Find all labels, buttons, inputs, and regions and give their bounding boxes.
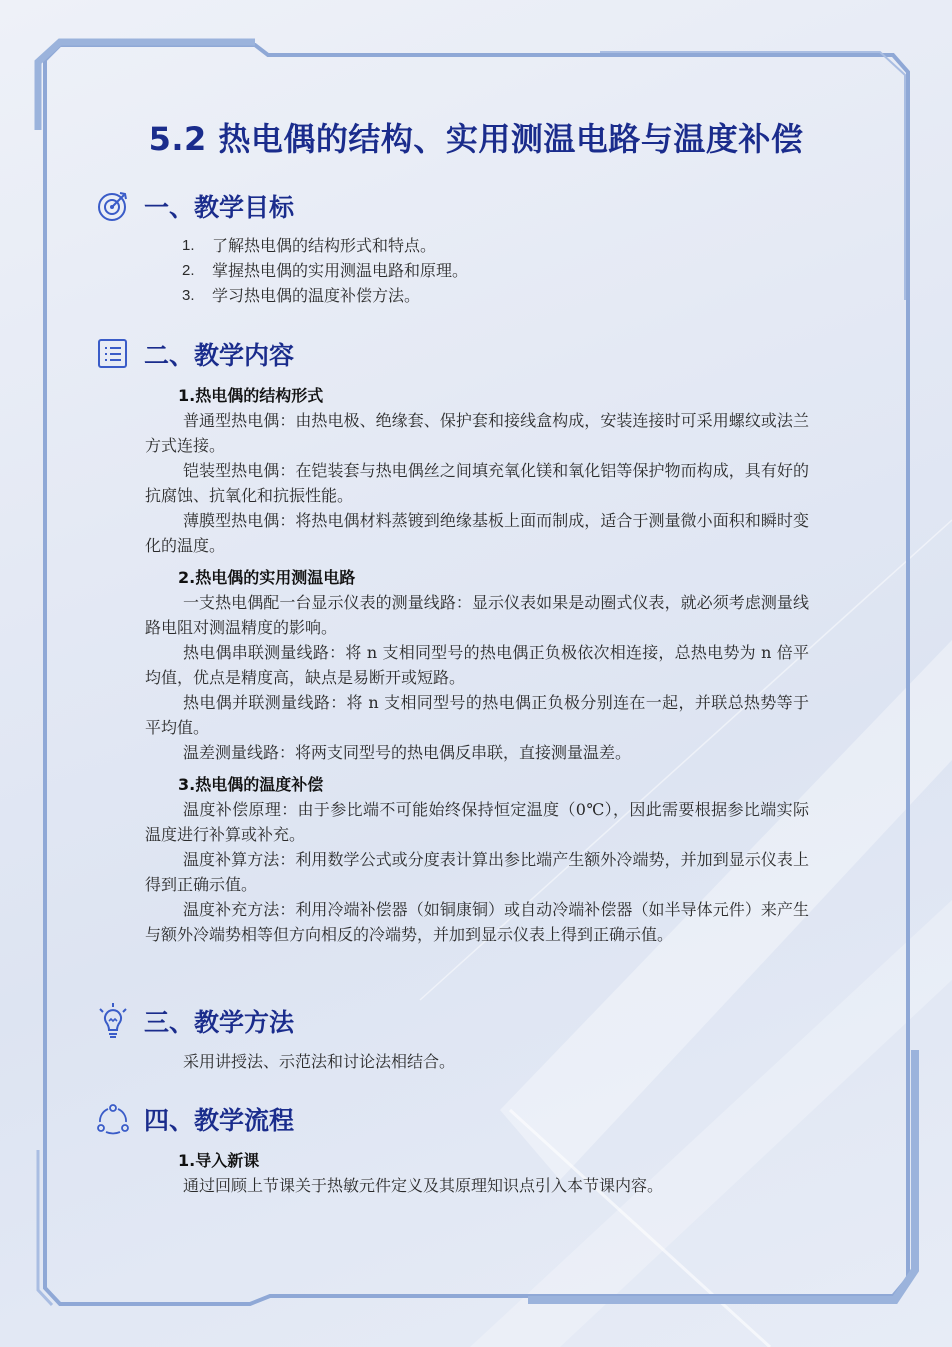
- section-process-body: [145, 1148, 809, 1198]
- subsection-title: 1.导入新课: [178, 1151, 260, 1170]
- section-method-heading: 三、教学方法: [144, 1008, 295, 1037]
- lightbulb-icon: [96, 1004, 130, 1038]
- goals-list: [182, 233, 802, 308]
- list-item-number: 1.: [182, 237, 195, 254]
- subsection-title: 2.热电偶的实用测温电路: [178, 568, 356, 587]
- subsection-title: 3.热电偶的温度补偿: [178, 775, 324, 794]
- list-item-text: 学习热电偶的温度补偿方法。: [212, 286, 421, 305]
- subsection-title: 1.热电偶的结构形式: [178, 386, 324, 405]
- paragraph: 温度补充方法：利用冷端补偿器（如铜康铜）或自动冷端补偿器（如半导体元件）来产生与额外冷端势相等但方向相反的冷端势，并加到显示仪表上得到正确示值。: [145, 900, 809, 944]
- paragraph: 采用讲授法、示范法和讨论法相结合。: [183, 1052, 456, 1071]
- paragraph: 温度补算方法：利用数学公式或分度表计算出参比端产生额外冷端势，并加到显示仪表上得到正确示值。: [145, 850, 809, 894]
- section-content-header: [96, 334, 294, 374]
- list-item-number: 3.: [182, 287, 195, 304]
- target-icon: [96, 189, 130, 223]
- section-content-heading: 二、教学内容: [144, 341, 295, 370]
- list-item-number: 2.: [182, 262, 195, 279]
- paragraph: 热电偶并联测量线路：将 n 支相同型号的热电偶正负极分别连在一起，并联总热势等于平均值。: [145, 693, 809, 737]
- section-goals-header: [96, 186, 294, 226]
- section-content-body: [145, 383, 809, 947]
- list-item: [182, 233, 802, 258]
- paragraph: 通过回顾上节课关于热敏元件定义及其原理知识点引入本节课内容。: [183, 1176, 664, 1195]
- section-process-heading: 四、教学流程: [144, 1106, 295, 1135]
- page-title: 5.2 热电偶的结构、实用测温电路与温度补偿: [148, 120, 804, 158]
- paragraph: 温度补偿原理：由于参比端不可能始终保持恒定温度（0℃），因此需要根据参比端实际温度进行补算或补充。: [145, 800, 809, 844]
- paragraph: 一支热电偶配一台显示仪表的测量线路：显示仪表如果是动圈式仪表，就必须考虑测量线路电阻对测温精度的影响。: [145, 593, 809, 637]
- list-icon: [96, 337, 130, 371]
- section-process-header: [96, 1099, 294, 1139]
- cycle-icon: [96, 1102, 130, 1136]
- section-method-body: [145, 1049, 809, 1074]
- paragraph: 薄膜型热电偶：将热电偶材料蒸镀到绝缘基板上面而制成，适合于测量微小面积和瞬时变化的温度。: [145, 511, 809, 555]
- paragraph: 铠装型热电偶：在铠装套与热电偶丝之间填充氧化镁和氧化铝等保护物而构成，具有好的抗腐蚀、抗氧化和抗振性能。: [145, 461, 809, 505]
- list-item-text: 掌握热电偶的实用测温电路和原理。: [212, 261, 469, 280]
- list-item: [182, 283, 802, 308]
- section-goals-heading: 一、教学目标: [144, 193, 295, 222]
- paragraph: 普通型热电偶：由热电极、绝缘套、保护套和接线盒构成，安装连接时可采用螺纹或法兰方式连接。: [145, 411, 809, 455]
- section-method-header: [96, 1001, 294, 1041]
- paragraph: 热电偶串联测量线路：将 n 支相同型号的热电偶正负极依次相连接，总热电势为 n 倍平均值，优点是精度高，缺点是易断开或短路。: [145, 643, 809, 687]
- list-item: [182, 258, 802, 283]
- list-item-text: 了解热电偶的结构形式和特点。: [212, 236, 437, 255]
- paragraph: 温差测量线路：将两支同型号的热电偶反串联，直接测量温差。: [183, 743, 632, 762]
